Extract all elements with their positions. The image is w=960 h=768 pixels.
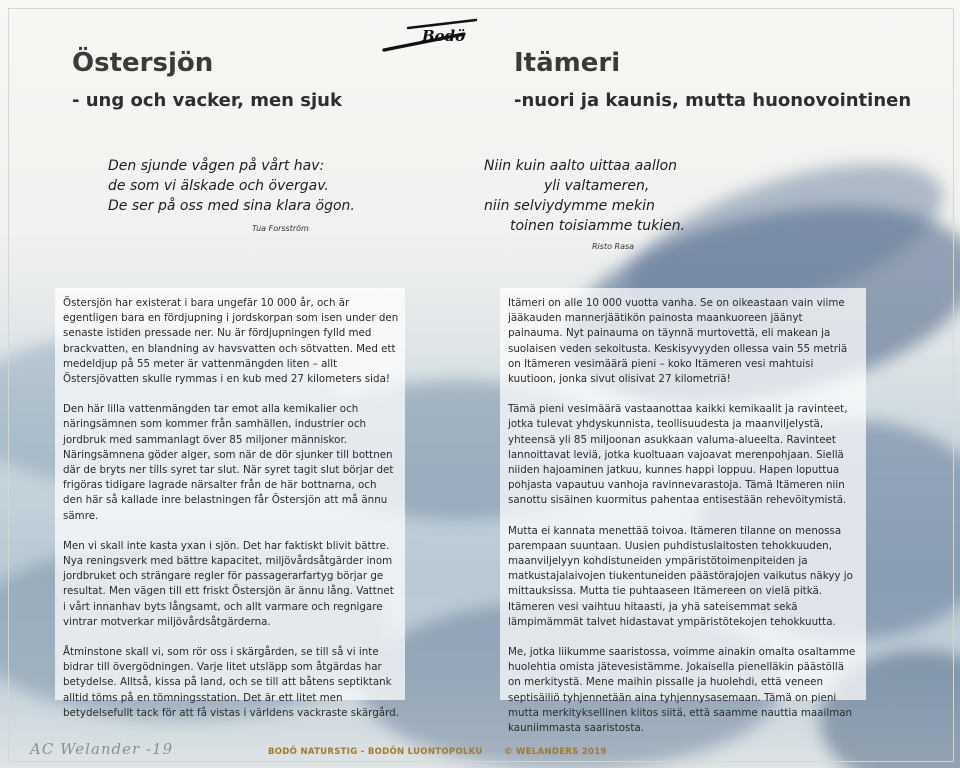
finnish-text-panel	[500, 288, 866, 735]
paragraph: Men vi skall inte kasta yxan i sjön. Det har faktiskt blivit bättre. Nya reningsverk med bättre kapacitet, miljövårdsåtgärder inom jordbruket och strängare regler för passagerarfartyg börjar ge resultat. Men vägen till ett friskt Östersjön är ännu lång. Vattnet i vårt innanhav byts långsamt, och allt varmare och regnigare vintrar motverkar miljövårdsåtgärderna.	[63, 539, 394, 628]
swedish-poem	[108, 156, 355, 216]
copyright: © WELANDERS 2019	[504, 747, 607, 757]
poem-line: toinen toisiamme tukien.	[510, 218, 686, 234]
paragraph: Tämä pieni vesimäärä vastaanottaa kaikki kemikaalit ja ravinteet, jotka tulevat yhdyskunnista, teollisuudesta ja maanviljelystä, yhteensä yli 85 miljoonan asukkaan valuma-alueelta. Ravinteet lannoittavat leviä, jotka kuoltuaan vajoavat merenpohjaan. Siellä niiden hajoaminen jatkuu, kunnes happi loppuu. Hapen loputtua pohjasta vapautuu vanhoja ravinnevarastoja. Tämä Itämeren niin sanottu sisäinen kuormitus pahentaa entisestään rehevöitymistä.	[508, 403, 848, 507]
finnish-poem-author: Risto Rasa	[592, 242, 635, 251]
poem-line: niin selviydymme mekin	[484, 198, 655, 214]
finnish-subtitle: -nuori ja kaunis, mutta huonovointinen	[514, 90, 912, 111]
poem-line: Den sjunde vågen på vårt hav:	[108, 158, 325, 174]
svg-text:Bodö: Bodö	[422, 27, 466, 45]
swedish-poem-author: Tua Forsström	[252, 224, 309, 233]
paragraph: Me, jotka liikumme saaristossa, voimme ainakin omalta osaltamme huolehtia omista jätevesistämme. Jokaisella pienelläkin päästöllä on merkitystä. Mene maihin pissalle ja huolehdi, että veneen septisäiliö tyhjennetään aina tyhjennysasemaan. Tämä on pieni mutta merkityksellinen kiitos siitä, että saamme nauttia maailman kauniimmasta saaristosta.	[508, 646, 856, 735]
trail-name: BODÖ NATURSTIG - BODÖN LUONTOPOLKU	[268, 747, 483, 757]
poem-line: De ser på oss med sina klara ögon.	[108, 198, 355, 214]
swedish-title: Östersjön	[72, 48, 214, 78]
paragraph: Åtminstone skall vi, som rör oss i skärgården, se till så vi inte bidrar till övergödningen. Varje litet utsläpp som åtgärdas har betydelse. Alltså, kissa på land, och se till att båtens septiktank alltid töms på en tömningsstation. Det är ett litet men betydelsefullt tack för att få vistas i världens vackraste skärgård.	[63, 646, 399, 719]
swedish-text-panel	[55, 288, 405, 719]
artist-signature: AC Welander -19	[30, 740, 174, 758]
paragraph: Den här lilla vattenmängden tar emot alla kemikalier och näringsämnen som kommer från samhällen, industrier och jordbruk med sammanlagt över 85 miljoner människor. Näringsämnena göder alger, som när de dör sjunker till bottnen där de bryts ner tills syret tar slut. När syret tagit slut börjar det frigöras tidigare lagrade närsalter från de här bottnarna, och den här så kallade inre belastningen får Östersjön att må ännu sämre.	[63, 403, 394, 522]
poem-line: Niin kuin aalto uittaa aallon	[484, 158, 678, 174]
poem-line: de som vi älskade och övergav.	[108, 178, 329, 194]
paragraph: Mutta ei kannata menettää toivoa. Itämeren tilanne on menossa parempaan suuntaan. Uusien puhdistuslaitosten tehokkuuden, maanviljelyyn kohdistuneiden ympäristötoimenpiteiden ja matkustajalaivojen tiukentuneiden päästörajojen vaikutus näkyy jo mittauksissa. Mutta tie puhtaaseen Itämereen on vielä pitkä. Itämeren vesi vaihtuu hitaasti, ja yhä sateisemmat sekä lämpimämmät talvet hidastavat ympäristötekojen tehokkuutta.	[508, 524, 853, 628]
finnish-poem	[484, 156, 685, 236]
swedish-subtitle: - ung och vacker, men sjuk	[72, 90, 342, 111]
finnish-title: Itämeri	[514, 48, 621, 78]
poem-line: yli valtameren,	[544, 178, 650, 194]
paragraph: Östersjön har existerat i bara ungefär 10 000 år, och är egentligen bara en fördjupning i jordskorpan som isen under den senaste istiden pressade ner. Nu är fördjupningen fylld med brackvatten, en blandning av havsvatten och sötvatten. Med ett medeldjup på 55 meter är vattenmängden liten – allt Östersjövatten skulle rymmas i en kub med 27 kilometers sida!	[63, 297, 399, 386]
paragraph: Itämeri on alle 10 000 vuotta vanha. Se on oikeastaan vain viime jääkauden mannerjäätikön painosta maankuoreen jäänyt painauma. Nyt painauma on täynnä murtovettä, eli makean ja suolaisen veden sekoitusta. Keskisyvyyden ollessa vain 55 metriä on Itämeren vesimäärä pieni – koko Itämeren vesi mahtuisi kuutioon, jonka sivut olisivat 27 kilometriä!	[508, 297, 848, 386]
bodo-logo	[378, 12, 482, 58]
